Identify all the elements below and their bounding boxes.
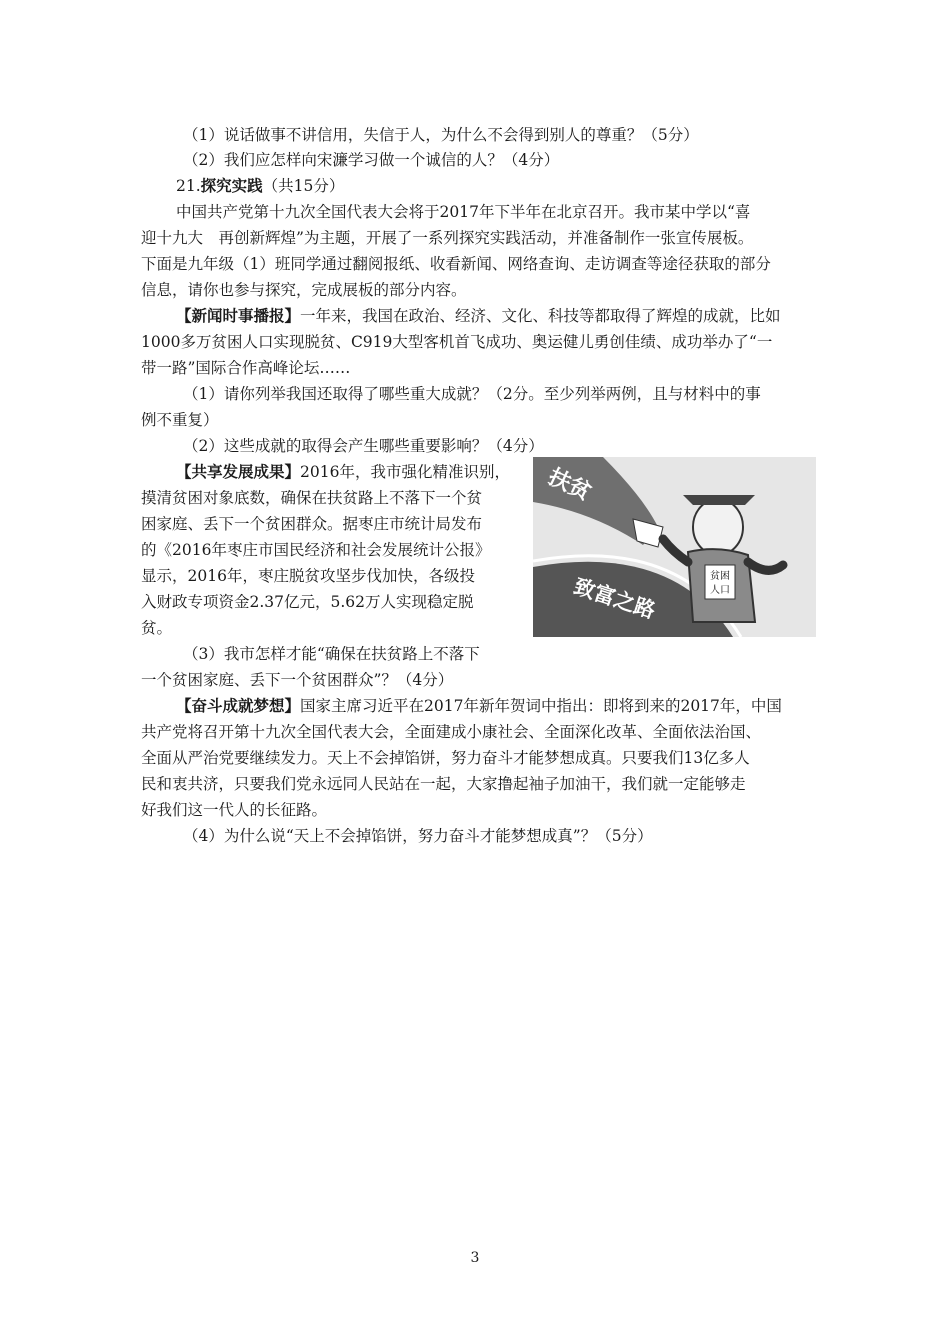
page-number: 3 xyxy=(470,1250,480,1266)
q21-title: 探究实践 xyxy=(200,177,263,195)
q21-score: （共15分） xyxy=(262,177,345,195)
dream-paragraph-line-5: 好我们这一代人的长征路。 xyxy=(141,801,328,819)
share-paragraph-line-7: 贫。 xyxy=(141,619,173,637)
share-heading: 【共享发展成果】 xyxy=(176,463,301,481)
illustration-svg xyxy=(533,457,816,637)
person-head xyxy=(693,499,743,555)
q21-heading xyxy=(176,174,344,198)
question-21-1-line-2: 例不重复） xyxy=(141,411,219,429)
question-21-3-line-2: 一个贫困家庭、丢下一个贫困群众”？（4分） xyxy=(141,671,454,689)
dream-paragraph-line-2: 共产党将召开第十九次全国代表大会，全面建成小康社会、全面深化改革、全面依法治国、 xyxy=(141,723,762,741)
q21-intro-line-3: 下面是九年级（1）班同学通过翻阅报纸、收看新闻、网络查询、走访调查等途径获取的部分 xyxy=(141,255,771,273)
poverty-alleviation-illustration xyxy=(533,457,816,637)
question-21-2: （2）这些成就的取得会产生哪些重要影响？（4分） xyxy=(183,437,544,455)
dream-heading: 【奋斗成就梦想】 xyxy=(176,697,301,715)
news-paragraph-line-2: 1000多万贫困人口实现脱贫、C919大型客机首飞成功、奥运健儿勇创佳绩、成功举办了“一 xyxy=(141,333,773,351)
dream-paragraph-line-4: 民和衷共济，只要我们党永远同人民站在一起，大家撸起袖子加油干，我们就一定能够走 xyxy=(141,775,746,793)
share-paragraph-line-3: 困家庭、丢下一个贫困群众。据枣庄市统计局发布 xyxy=(141,515,483,533)
share-paragraph-line-5: 显示，2016年，枣庄脱贫攻坚步伐加快，各级投 xyxy=(141,567,475,585)
question-21-4: （4）为什么说“天上不会掉馅饼，努力奋斗才能梦想成真”？（5分） xyxy=(183,827,653,845)
dream-paragraph-line-1: 【奋斗成就梦想】国家主席习近平在2017年新年贺词中指出：即将到来的2017年，中国 xyxy=(176,697,782,715)
share-paragraph-line-4: 的《2016年枣庄市国民经济和社会发展统计公报》 xyxy=(141,541,491,559)
dream-paragraph-line-3: 全面从严治党要继续发力。天上不会掉馅饼，努力奋斗才能梦想成真。只要我们13亿多人 xyxy=(141,749,750,767)
share-paragraph-line-2: 摸清贫困对象底数，确保在扶贫路上不落下一个贫 xyxy=(141,489,483,507)
arm-label: 扶贫 xyxy=(544,464,595,506)
news-heading: 【新闻时事播报】 xyxy=(176,307,301,325)
question-21-1-line-1: （1）请你列举我国还取得了哪些重大成就？（2分。至少列举两例，且与材料中的事 xyxy=(183,385,761,403)
question-20-1: （1）说话做事不讲信用，失信于人，为什么不会得到别人的尊重？（5分） xyxy=(183,126,699,144)
person-label-1: 贫困 xyxy=(710,571,730,582)
question-20-2: （2）我们应怎样向宋濂学习做一个诚信的人？（4分） xyxy=(183,151,560,169)
news-paragraph-line-1: 【新闻时事播报】一年来，我国在政治、经济、文化、科技等都取得了辉煌的成就，比如 xyxy=(176,307,781,325)
question-21-3-line-1: （3）我市怎样才能“确保在扶贫路上不落下 xyxy=(183,645,480,663)
share-paragraph-line-6: 入财政专项资金2.37亿元，5.62万人实现稳定脱 xyxy=(141,593,474,611)
share-paragraph-line-1: 【共享发展成果】2016年，我市强化精准识别， xyxy=(176,463,510,481)
q21-intro-line-1: 中国共产党第十九次全国代表大会将于2017年下半年在北京召开。我市某中学以“喜 xyxy=(176,203,751,221)
road-label: 致富之路 xyxy=(570,574,659,623)
news-paragraph-line-3: 带一路”国际合作高峰论坛…… xyxy=(141,359,351,377)
q21-number: 21. xyxy=(176,177,201,195)
q21-intro-line-4: 信息，请你也参与探究，完成展板的部分内容。 xyxy=(141,281,467,299)
person-label-2: 人口 xyxy=(710,585,730,596)
q21-intro-line-2: 迎十九大 再创新辉煌”为主题，开展了一系列探究实践活动，并准备制作一张宣传展板。 xyxy=(141,229,754,247)
